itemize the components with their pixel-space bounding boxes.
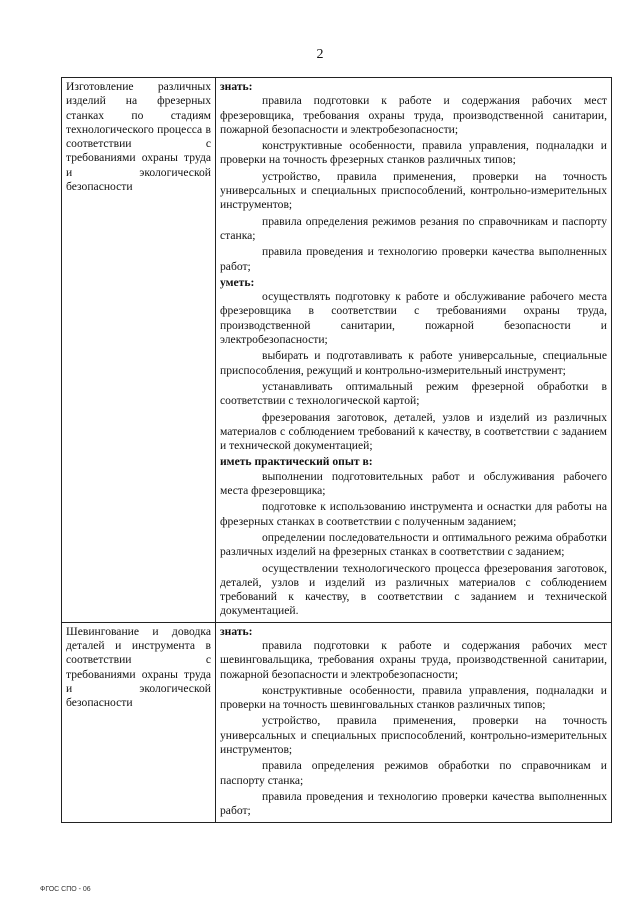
know-item: правила подготовки к работе и содержания рабочих мест фрезеровщика, требования охраны труда, производственной санитарии, пожарной безопасности и электробезопасности; bbox=[220, 94, 607, 136]
experience-heading: иметь практический опыт в: bbox=[220, 455, 373, 469]
know-item: правила определения режимов резания по справочникам и паспорту станка; bbox=[220, 214, 607, 242]
know-item: конструктивные особенности, правила управления, подналадки и проверки на точность фрезерных станков различных типов; bbox=[220, 139, 607, 167]
requirements-cell bbox=[216, 622, 612, 822]
footer-label: ФГОС СПО - 06 bbox=[40, 886, 91, 893]
experience-item: определении последовательности и оптимального режима обработки различных изделий на фрезерных станках в соответствии с заданием; bbox=[220, 530, 607, 559]
experience-item: выполнении подготовительных работ и обслуживания рабочего места фрезеровщика; bbox=[220, 469, 607, 498]
table-row bbox=[62, 78, 612, 623]
requirements-cell bbox=[216, 78, 612, 623]
can-heading: уметь: bbox=[220, 275, 255, 289]
know-item: устройство, правила применения, проверки на точность универсальных и специальных приспособлений, контрольно-измерительных инструментов; bbox=[220, 714, 607, 757]
stage-cell bbox=[62, 78, 216, 623]
know-item: правила проведения и технологию проверки качества выполненных работ; bbox=[220, 245, 607, 273]
know-item: правила проведения и технологию проверки качества выполненных работ; bbox=[220, 789, 607, 818]
competency-table bbox=[61, 77, 612, 823]
stage-text: Шевингование и доводка деталей и инструмента в соответствии с требованиями охраны труда и экологической безопасности bbox=[66, 624, 211, 710]
experience-item: подготовке к использованию инструмента и оснастки для работы на фрезерных станках в соответствии с полученным заданием; bbox=[220, 500, 607, 528]
know-heading: знать: bbox=[220, 624, 253, 638]
stage-text: Изготовление различных изделий на фрезерных станках по стадиям технологического процесса в соответствии с требованиями охраны труда и экологической безопасности bbox=[66, 80, 211, 194]
know-item: правила подготовки к работе и содержания рабочих мест шевинговальщика, требования охраны труда, производственной санитарии, пожарной безопасности и электробезопасности; bbox=[220, 638, 607, 681]
table-row bbox=[62, 622, 612, 822]
can-item: выбирать и подготавливать к работе универсальные, специальные приспособления, режущий и контрольно-измерительный инструмент; bbox=[220, 349, 607, 377]
stage-cell bbox=[62, 622, 216, 822]
can-item: фрезерования заготовок, деталей, узлов и изделий из различных материалов с соблюдением требований к качеству, в соответствии с заданием и технической документацией; bbox=[220, 410, 607, 453]
can-item: осуществлять подготовку к работе и обслуживание рабочего места фрезеровщика в соответствии с требованиями охраны труда, производственной санитарии, пожарной безопасности и электробезопасности; bbox=[220, 290, 607, 347]
know-item: правила определения режимов обработки по справочникам и паспорту станка; bbox=[220, 759, 607, 787]
know-item: конструктивные особенности, правила управления, подналадки и проверки на точность шевинговальных станков различных типов; bbox=[220, 683, 607, 712]
can-item: устанавливать оптимальный режим фрезерной обработки в соответствии с технологической картой; bbox=[220, 379, 607, 408]
experience-item: осуществлении технологического процесса фрезерования заготовок, деталей, узлов и изделий из различных материалов с соблюдением требований к качеству, в соответствии с заданием и технической документацией. bbox=[220, 561, 607, 618]
page-number: 2 bbox=[316, 47, 324, 62]
know-item: устройство, правила применения, проверки на точность универсальных и специальных приспособлений, контрольно-измерительных инструментов; bbox=[220, 169, 607, 212]
know-heading: знать: bbox=[220, 80, 253, 93]
